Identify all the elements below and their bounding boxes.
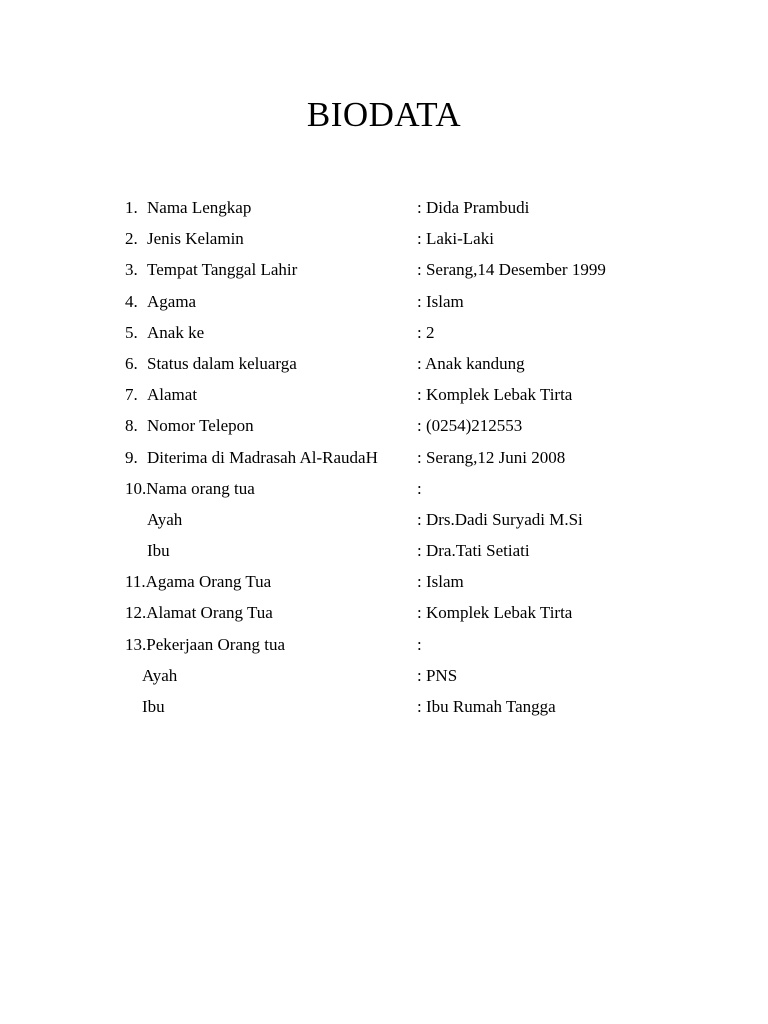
biodata-row-birth (0, 258, 768, 289)
biodata-row-full-name (0, 196, 768, 227)
item-label: Anak ke (147, 322, 205, 342)
item-label: 12.Alamat Orang Tua (125, 603, 273, 623)
biodata-row-gender (0, 227, 768, 258)
item-value: : (0254)212553 (417, 416, 523, 436)
item-number: 4. (125, 291, 138, 311)
item-label: Status dalam keluarga (147, 353, 297, 373)
item-label: Ibu (147, 541, 170, 561)
biodata-row-father (0, 508, 768, 539)
item-value: : (417, 478, 422, 498)
item-value: : Drs.Dadi Suryadi M.Si (417, 509, 583, 529)
item-value: : Komplek Lebak Tirta (417, 385, 573, 405)
biodata-list (0, 196, 768, 726)
biodata-row-mother (0, 539, 768, 570)
item-value: : Laki-Laki (417, 229, 494, 249)
biodata-row-father-occupation (0, 664, 768, 695)
item-number: 7. (125, 385, 138, 405)
biodata-row-mother-occupation (0, 695, 768, 726)
item-label: Tempat Tanggal Lahir (147, 260, 298, 280)
item-value: : Ibu Rumah Tangga (417, 697, 556, 716)
biodata-row-religion (0, 290, 768, 321)
item-number: 1. (125, 198, 138, 217)
item-value: : Anak kandung (417, 353, 525, 373)
item-value: : Serang,14 Desember 1999 (417, 260, 606, 280)
item-label: Agama (147, 291, 197, 311)
item-label: Diterima di Madrasah Al-RaudaH (147, 447, 378, 467)
item-label: Jenis Kelamin (147, 229, 244, 249)
item-label: Nama Lengkap (147, 198, 252, 217)
biodata-row-address (0, 383, 768, 414)
biodata-row-parents-address (0, 601, 768, 632)
item-value: : 2 (417, 322, 435, 342)
item-label: 11.Agama Orang Tua (125, 572, 272, 592)
item-number: 6. (125, 353, 138, 373)
item-label: Ibu (142, 697, 165, 716)
biodata-row-family-status (0, 352, 768, 383)
item-label: Ayah (147, 509, 183, 529)
biodata-row-parents-occupation (0, 633, 768, 664)
item-label: 13.Pekerjaan Orang tua (125, 634, 286, 654)
biodata-row-parents (0, 477, 768, 508)
document-title: BIODATA (306, 95, 462, 134)
biodata-row-parents-religion (0, 570, 768, 601)
item-number: 5. (125, 322, 138, 342)
item-label: Ayah (142, 665, 178, 685)
item-value: : Dida Prambudi (417, 198, 530, 217)
item-number: 2. (125, 229, 138, 249)
item-label: Alamat (147, 385, 198, 405)
biodata-row-phone (0, 414, 768, 445)
item-label: 10.Nama orang tua (125, 478, 255, 498)
item-value: : (417, 634, 422, 654)
biodata-row-admission (0, 446, 768, 477)
item-value: : PNS (417, 665, 458, 685)
item-number: 8. (125, 416, 138, 436)
item-value: : Islam (417, 291, 464, 311)
biodata-row-child-order (0, 321, 768, 352)
item-value: : Serang,12 Juni 2008 (417, 447, 566, 467)
item-number: 9. (125, 447, 138, 467)
item-value: : Islam (417, 572, 464, 592)
item-number: 3. (125, 260, 138, 280)
item-value: : Komplek Lebak Tirta (417, 603, 573, 623)
item-label: Nomor Telepon (147, 416, 254, 436)
item-value: : Dra.Tati Setiati (417, 541, 530, 561)
